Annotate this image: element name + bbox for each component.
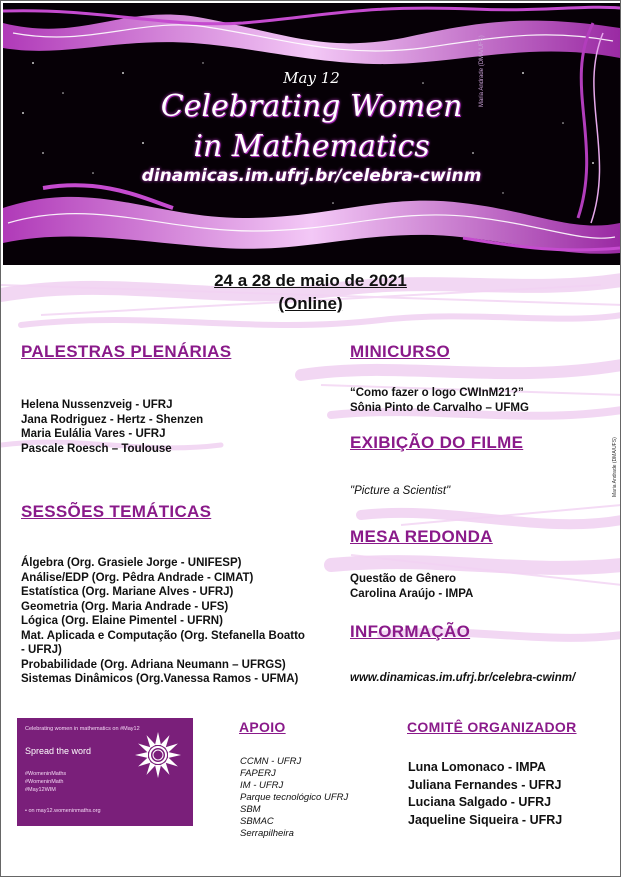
comite-member: Luna Lomonaco - IMPA — [408, 760, 546, 774]
informacao-url[interactable]: www.dinamicas.im.ufrj.br/celebra-cwinm/ — [350, 672, 576, 684]
sessao-item: Estatística (Org. Mariane Alves - UFRJ) — [21, 586, 234, 598]
comite-list — [408, 759, 562, 829]
event-mode: (Online) — [278, 294, 343, 313]
plenarias-heading: PALESTRAS PLENÁRIAS — [21, 342, 232, 361]
sessao-item: Lógica (Org. Elaine Pimentel - UFRN) — [21, 615, 223, 627]
event-dates: 24 a 28 de maio de 2021 — [214, 271, 407, 290]
apoio-item: Serrapilheira — [240, 828, 294, 839]
mesa-speaker: Carolina Araújo - IMPA — [350, 587, 474, 600]
plenaria-item: Maria Eulália Vares - UFRJ — [21, 428, 166, 440]
informacao-heading: INFORMAÇÃO — [350, 622, 471, 641]
mesa-topic: Questão de Gênero — [350, 573, 457, 585]
apoio-item: CCMN - UFRJ — [240, 756, 302, 767]
comite-member: Luciana Salgado - UFRJ — [408, 795, 552, 809]
card-site: • on may12.womeninmaths.org — [25, 808, 101, 814]
minicurso-heading: MINICURSO — [350, 342, 450, 361]
banner-date: May 12 — [283, 69, 340, 87]
minicurso-title: “Como fazer o logo CWInM21?” — [350, 387, 524, 399]
apoio-item: Parque tecnológico UFRJ — [240, 792, 349, 803]
minicurso-details — [350, 386, 529, 415]
hashtag: #WomeninMaths — [25, 771, 67, 777]
star-logo-icon — [133, 730, 183, 780]
banner-url[interactable]: dinamicas.im.ufrj.br/celebra-cwinm — [141, 166, 482, 186]
sessao-item-continuation: - UFRJ) — [21, 644, 62, 656]
comite-member: Jaqueline Siqueira - UFRJ — [408, 812, 563, 827]
sessoes-heading: SESSÕES TEMÁTICAS — [21, 502, 212, 521]
sessao-item: Mat. Aplicada e Computação (Org. Stefanella Boatto — [21, 629, 305, 642]
apoio-item: IM - UFRJ — [240, 780, 284, 791]
banner-title-line2: in Mathematics — [193, 129, 430, 164]
apoio-list — [240, 756, 348, 840]
apoio-item: SBMAC — [240, 816, 274, 827]
banner-title-line1: Celebrating Women — [160, 89, 463, 124]
plenaria-item: Jana Rodriguez - Hertz - Shenzen — [21, 413, 204, 426]
apoio-item: SBM — [240, 804, 261, 815]
mesa-details — [350, 572, 473, 601]
filme-heading: EXIBIÇÃO DO FILME — [350, 433, 524, 452]
card-spread: Spread the word — [25, 746, 92, 756]
side-credit: Maria Andrade (DMA/UFS) — [612, 437, 618, 497]
plenaria-item: Helena Nussenzveig - UFRJ — [21, 399, 173, 411]
plenaria-item: Pascale Roesch – Toulouse — [21, 442, 172, 455]
sessao-item: Sistemas Dinâmicos (Org.Vanessa Ramos - UFMA) — [21, 673, 299, 685]
card-hashtags — [25, 770, 66, 794]
apoio-heading: APOIO — [239, 719, 286, 735]
sessao-item: Álgebra (Org. Grasiele Jorge - UNIFESP) — [21, 557, 242, 569]
hashtag: #WomeninMath — [25, 779, 64, 785]
mesa-heading: MESA REDONDA — [350, 527, 493, 546]
sessao-item: Análise/EDP (Org. Pêdra Andrade - CIMAT) — [21, 571, 254, 584]
banner — [3, 3, 620, 265]
sessao-item: Probabilidade (Org. Adriana Neumann – UFRGS) — [21, 658, 286, 671]
sessao-item: Geometria (Org. Maria Andrade - UFS) — [21, 600, 229, 613]
minicurso-speaker: Sônia Pinto de Carvalho – UFMG — [350, 401, 529, 414]
sessoes-list — [21, 556, 305, 687]
card-intro: Celebrating women in mathematics on #May12 — [25, 726, 140, 732]
plenarias-list — [21, 398, 203, 456]
apoio-item: FAPERJ — [240, 768, 276, 779]
filme-title: "Picture a Scientist" — [350, 485, 451, 497]
comite-heading: COMITÊ ORGANIZADOR — [407, 719, 577, 735]
banner-credit: Maria Andrade (DMA/UFS) — [479, 35, 485, 107]
spread-the-word-card — [17, 718, 193, 826]
comite-member: Juliana Fernandes - UFRJ — [408, 777, 562, 792]
hashtag: #May12WIM — [25, 787, 56, 793]
